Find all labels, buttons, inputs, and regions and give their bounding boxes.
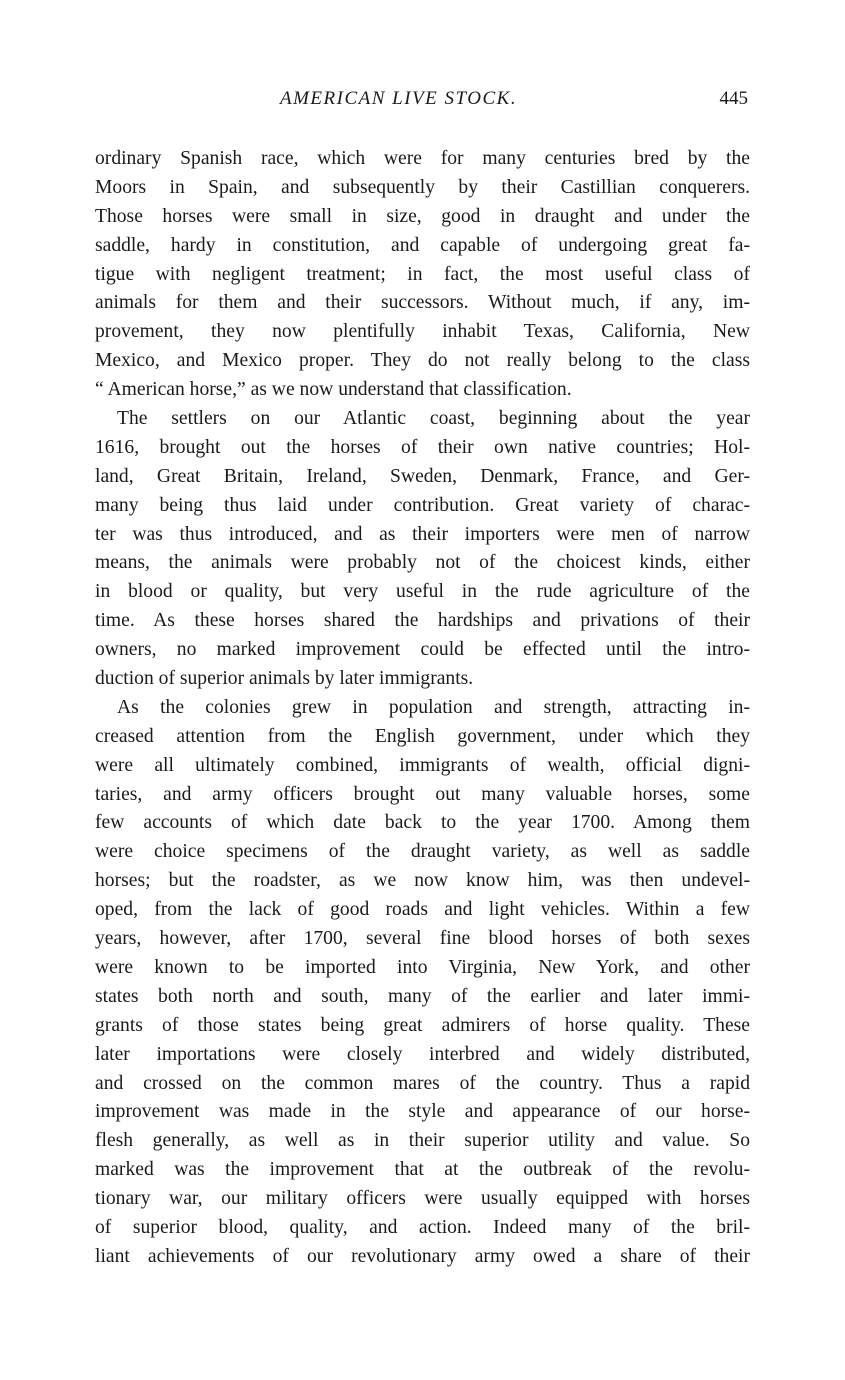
page-number: 445 (719, 88, 748, 109)
text-line: later importations were closely interbred and widely distributed, (95, 1043, 750, 1065)
text-line: creased attention from the English government, under which they (95, 725, 750, 747)
text-line: provement, they now plentifully inhabit Texas, California, New (95, 321, 750, 343)
text-line: years, however, after 1700, several fine blood horses of both sexes (95, 928, 750, 950)
text-line: taries, and army officers brought out many valuable horses, some (95, 783, 750, 805)
text-line: improvement was made in the style and appearance of our horse- (95, 1101, 750, 1123)
text-line: time. As these horses shared the hardships and privations of their (95, 610, 750, 632)
text-line: marked was the improvement that at the outbreak of the revolu- (95, 1159, 750, 1181)
text-line: were all ultimately combined, immigrants of wealth, official digni- (95, 754, 750, 776)
text-line: means, the animals were probably not of the choicest kinds, either (95, 552, 750, 574)
text-line: in blood or quality, but very useful in the rude agriculture of the (95, 581, 750, 603)
text-line: Mexico, and Mexico proper. They do not really belong to the class (95, 350, 750, 372)
text-line: Those horses were small in size, good in draught and under the (95, 205, 750, 227)
text-line: few accounts of which date back to the year 1700. Among them (95, 812, 750, 834)
text-line: animals for them and their successors. Without much, if any, im- (95, 292, 750, 314)
text-line: Moors in Spain, and subsequently by their Castillian conquerers. (95, 176, 750, 198)
text-line: As the colonies grew in population and strength, attracting in- (117, 696, 750, 718)
text-line: were choice specimens of the draught variety, as well as saddle (95, 841, 750, 863)
text-line: The settlers on our Atlantic coast, beginning about the year (117, 408, 750, 430)
text-line: duction of superior animals by later immigrants. (95, 668, 474, 690)
text-line: saddle, hardy in constitution, and capable of undergoing great fa- (95, 234, 750, 256)
text-line: and crossed on the common mares of the country. Thus a rapid (95, 1072, 750, 1094)
text-line: tionary war, our military officers were usually equipped with horses (95, 1188, 750, 1210)
text-line: flesh generally, as well as in their superior utility and value. So (95, 1130, 750, 1152)
text-line: many being thus laid under contribution. Great variety of charac- (95, 494, 750, 516)
text-line: grants of those states being great admirers of horse quality. These (95, 1014, 750, 1036)
running-title: AMERICAN LIVE STOCK. (280, 88, 518, 109)
text-line: states both north and south, many of the earlier and later immi- (95, 985, 750, 1007)
text-line: ter was thus introduced, and as their importers were men of narrow (95, 523, 750, 545)
running-head (95, 88, 750, 118)
text-line: “ American horse,” as we now understand that classification. (95, 379, 572, 401)
text-line: horses; but the roadster, as we now know him, was then undevel- (95, 870, 750, 892)
text-line: land, Great Britain, Ireland, Sweden, Denmark, France, and Ger- (95, 465, 750, 487)
text-line: owners, no marked improvement could be effected until the intro- (95, 639, 750, 661)
text-line: liant achievements of our revolutionary army owed a share of their (95, 1245, 750, 1267)
text-line: tigue with negligent treatment; in fact, the most useful class of (95, 263, 750, 285)
text-line: ordinary Spanish race, which were for many centuries bred by the (95, 148, 750, 169)
body-text (95, 145, 750, 1272)
text-line: were known to be imported into Virginia, New York, and other (95, 956, 750, 978)
text-line: oped, from the lack of good roads and light vehicles. Within a few (95, 899, 750, 921)
text-line: 1616, brought out the horses of their own native countries; Hol- (95, 436, 750, 458)
text-line: of superior blood, quality, and action. Indeed many of the bril- (95, 1216, 750, 1238)
